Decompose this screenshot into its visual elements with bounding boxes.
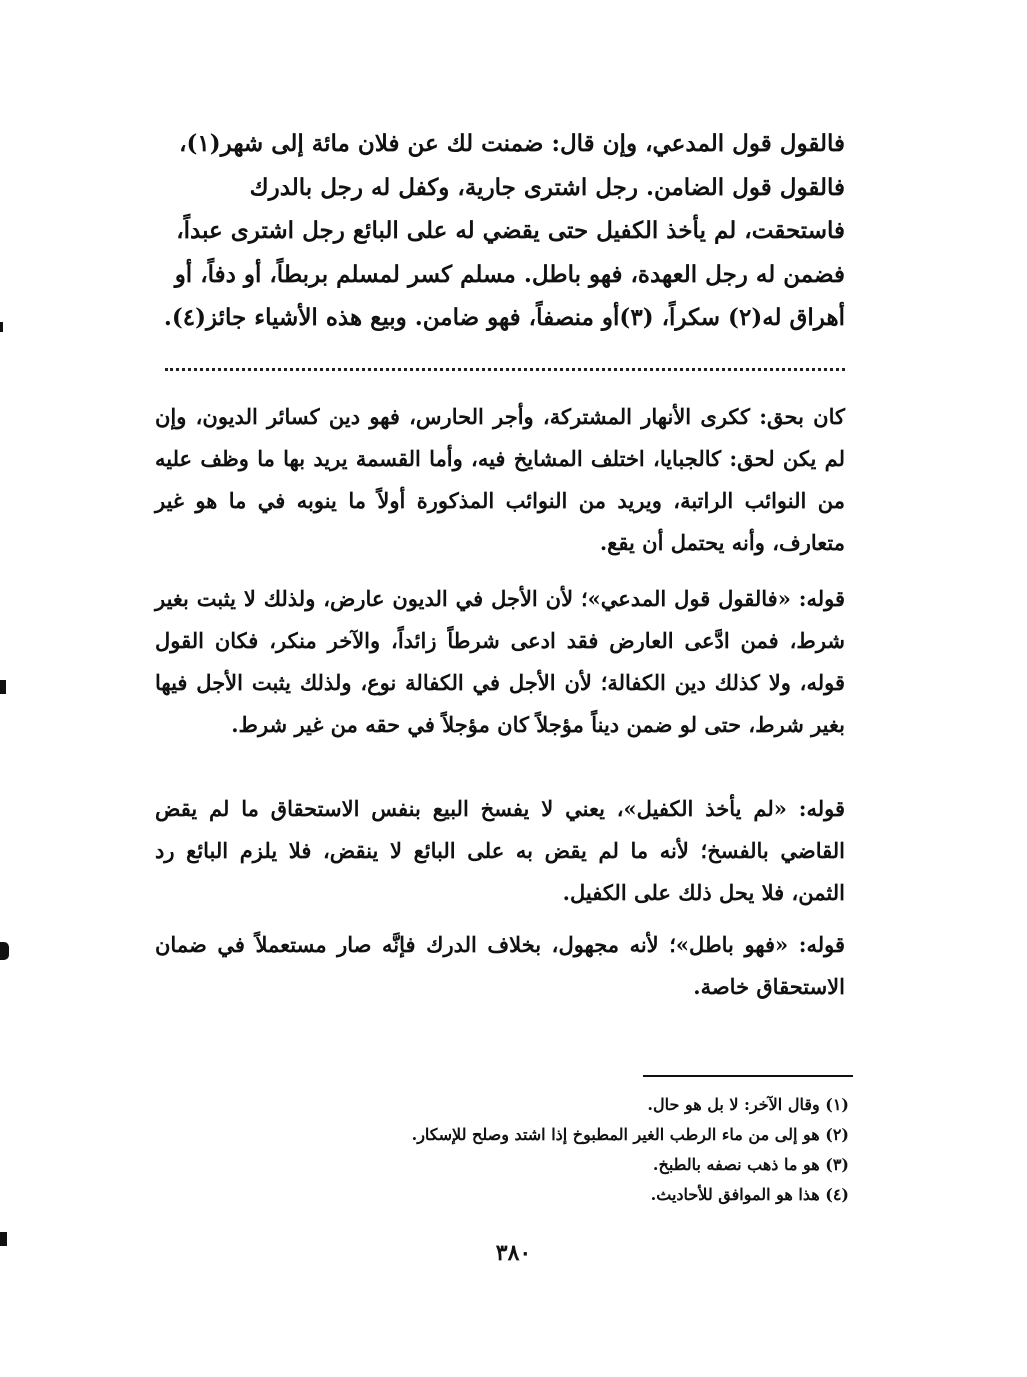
scan-edge-mark [0, 322, 3, 332]
main-text-line: فالقول قول المدعي، وإن قال: ضمنت لك عن فلان مائة إلى شهر(١)، [179, 130, 845, 157]
commentary-text: لأنه مجهول، بخلاف الدرك فإنَّه صار مستعملاً في ضمان الاستحقاق خاصة. [155, 932, 845, 999]
main-text-line: فاستحقت، لم يأخذ الكفيل حتى يقضي له على البائع رجل اشترى عبداً، [176, 217, 845, 244]
dotted-separator [165, 368, 845, 371]
commentary-paragraph-2 [155, 578, 845, 746]
commentary-text: يعني لا يفسخ البيع بنفس الاستحقاق ما لم يقض القاضي بالفسخ؛ لأنه ما لم يقض به على البائع لا ينقض، فلا يلزم البائع رد الثمن، فلا يحل ذلك على الكفيل. [155, 796, 845, 905]
footnote-item: (٤) هذا هو الموافق للأحاديث. [650, 1185, 849, 1204]
commentary-paragraph-3 [155, 788, 845, 914]
scan-edge-mark [0, 680, 6, 694]
main-text-line: أهراق له(٢) سكراً، (٣)أو منصفاً، فهو ضامن. وبيع هذه الأشياء جائز(٤). [163, 304, 845, 331]
commentary-label: قوله: «لم يأخذ الكفيل»، [616, 796, 845, 821]
commentary-label: قوله: «فهو باطل»؛ [669, 932, 845, 957]
footnote-rule [643, 1075, 853, 1077]
commentary-label: قوله: «فالقول قول المدعي»؛ [580, 586, 846, 611]
scan-edge-mark [0, 942, 9, 960]
commentary-paragraph-4 [155, 924, 845, 1008]
commentary-paragraph-1 [155, 396, 845, 564]
commentary-text: كان بحق: ككرى الأنهار المشتركة، وأجر الحارس، فهو دين كسائر الديون، وإن لم يكن لحق: كالجبايا، اختلف المشايخ فيه، وأما القسمة يريد بها ما وظف عليه من النوائب الراتبة، ويريد من النوائب المذكورة أولاً ما ينوبه في ما هو غير متعارف، وأنه يحتمل أن يقع. [155, 404, 845, 555]
footnote-item: (٣) هو ما ذهب نصفه بالطبخ. [652, 1155, 849, 1174]
main-text-line: فالقول قول الضامن. رجل اشترى جارية، وكفل له رجل بالدرك [249, 173, 845, 201]
footnote-item: (١) وقال الآخر: لا بل هو حال. [647, 1095, 849, 1114]
footnote-item: (٢) هو إلى من ماء الرطب الغير المطبوخ إذا اشتد وصلح للإسكار. [411, 1125, 849, 1144]
main-text-line: فضمن له رجل العهدة، فهو باطل. مسلم كسر لمسلم بربطاً، أو دفاً، أو [174, 260, 845, 288]
main-text [155, 122, 845, 340]
commentary-text: لأن الأجل في الديون عارض، ولذلك لا يثبت بغير شرط، فمن ادَّعى العارض فقد ادعى شرطاً زائداً، والآخر منكر، فكان القول قوله، ولا كذلك دين الكفالة؛ لأن الأجل في الكفالة نوع، ولذلك يثبت الأجل فيها بغير شرط، حتى لو ضمن ديناً مؤجلاً كان مؤجلاً في حقه من غير شرط. [155, 586, 845, 737]
page-number: ٣٨٠ [495, 1240, 532, 1266]
footnotes [159, 1090, 849, 1210]
scan-edge-mark [0, 1232, 7, 1246]
